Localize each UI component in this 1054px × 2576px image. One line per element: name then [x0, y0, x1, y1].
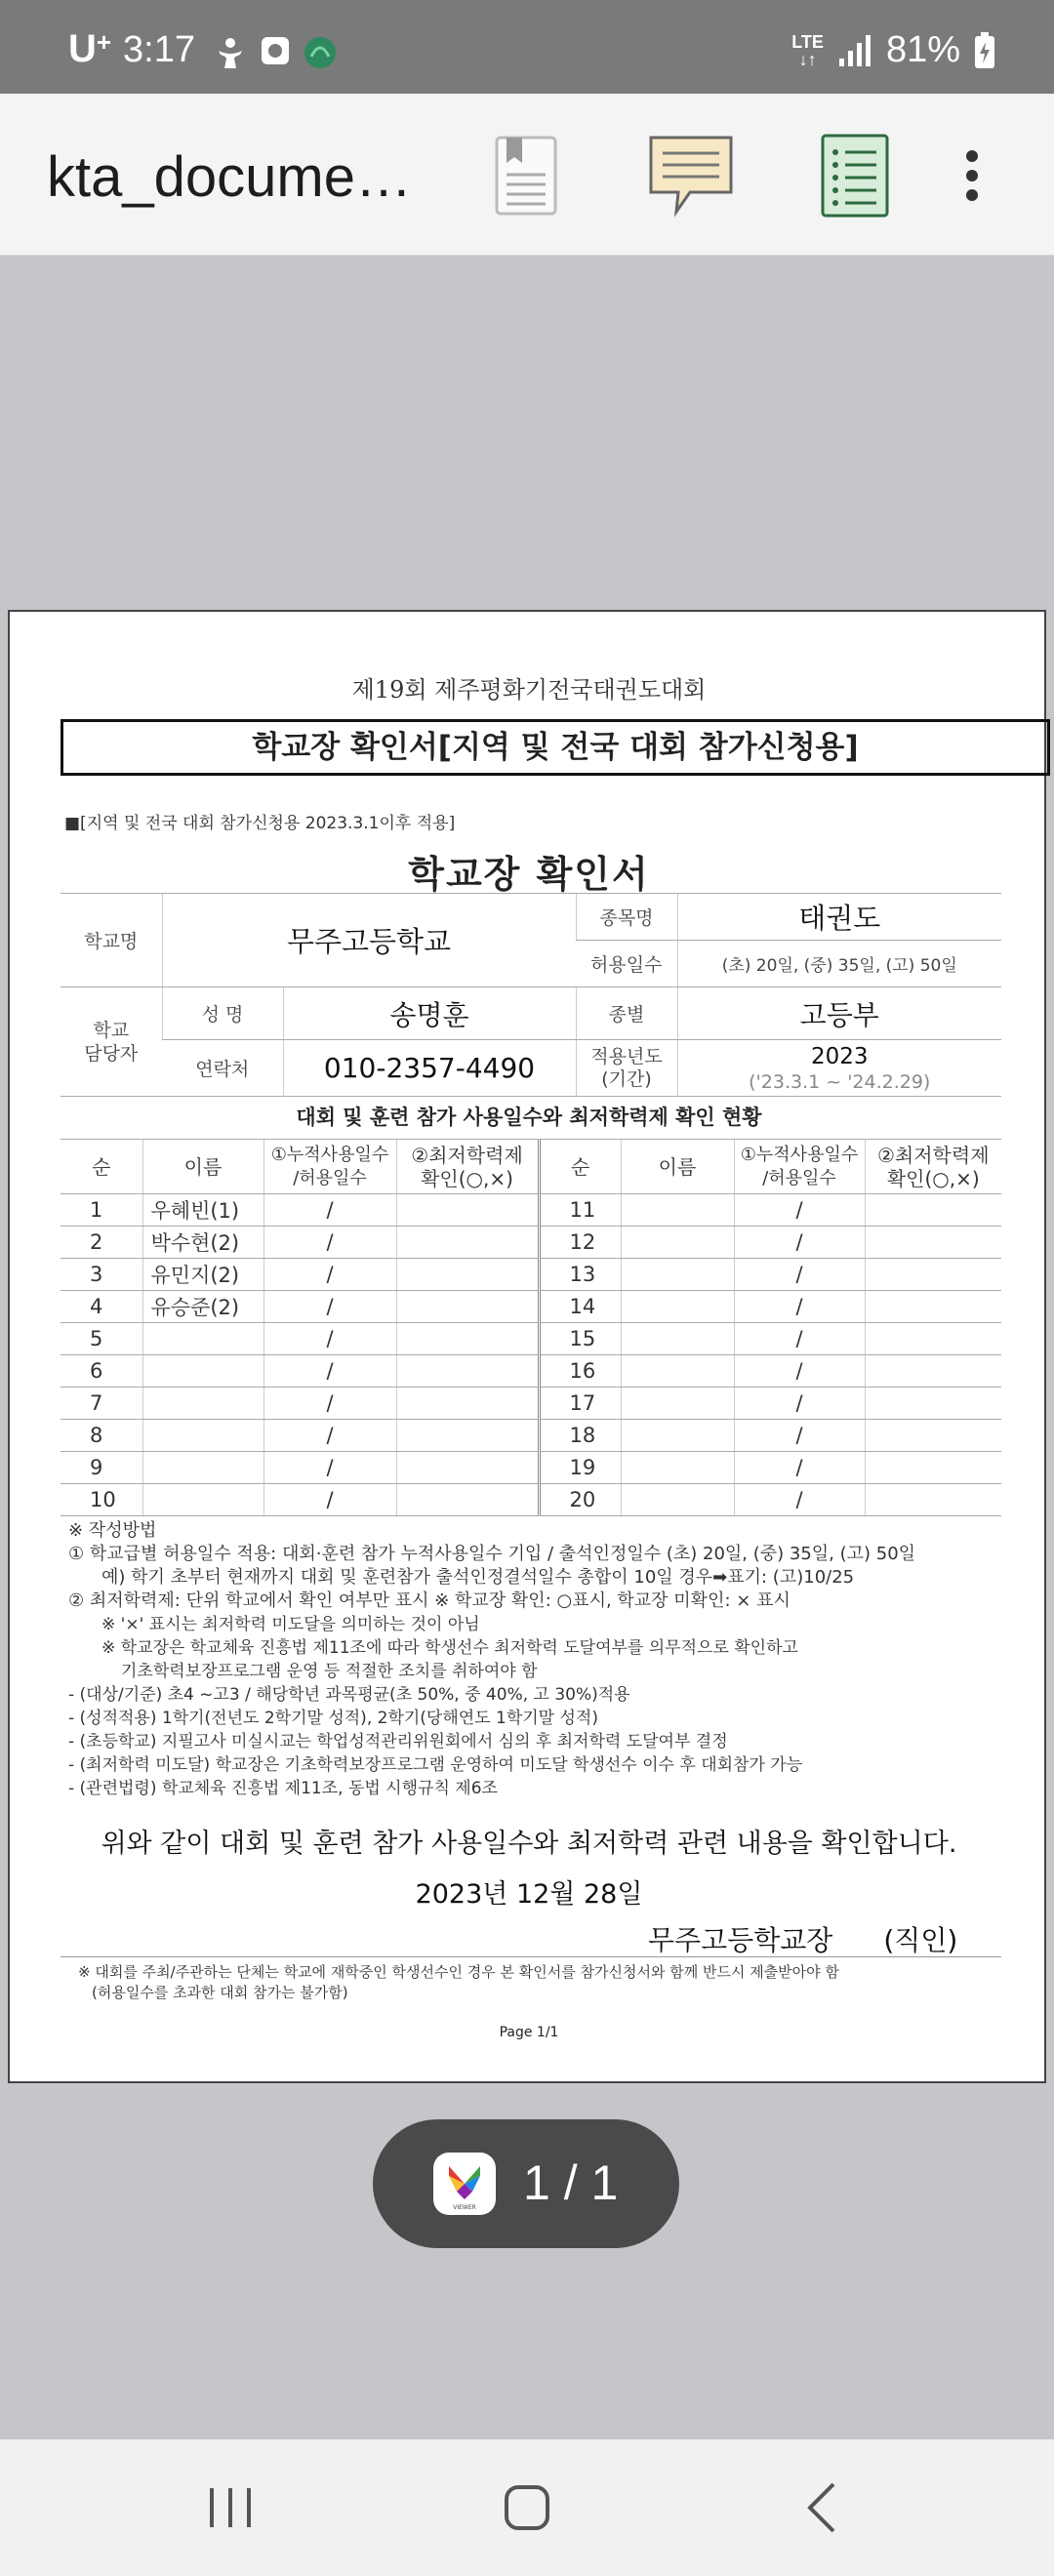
table-row — [61, 1452, 1001, 1484]
header-no: 순 — [539, 1140, 621, 1194]
note-line: - (초등학교) 지필고사 미실시교는 학업성적관리위원회에서 심의 후 최저학력 도달여부 결정 — [68, 1732, 728, 1751]
header-min-academic: ②최저학력제 확인(○,×) — [865, 1140, 1001, 1194]
roster-min-academic — [396, 1388, 539, 1420]
section-title: 대회 및 훈련 참가 사용일수와 최저학력제 확인 현황 — [296, 1106, 762, 1129]
note-line: 기초학력보장프로그램 운영 등 적절한 조치를 취하여야 함 — [121, 1662, 538, 1681]
roster-min-academic — [865, 1484, 1001, 1516]
allow-value: (초) 20일, (중) 35일, (고) 50일 — [677, 941, 1001, 987]
note-line: - (관련법령) 학교체육 진흥법 제11조, 동법 시행규칙 제6조 — [68, 1779, 498, 1798]
roster-days: / — [264, 1194, 396, 1227]
table-row — [61, 1323, 1001, 1355]
note-line: ※ '×' 표시는 최저학력 미도달을 의미하는 것이 아님 — [101, 1615, 480, 1634]
seal-mark: (직인) — [883, 1924, 958, 1956]
roster-min-academic — [865, 1259, 1001, 1291]
roster-no: 19 — [539, 1452, 621, 1484]
roster-name — [142, 1452, 264, 1484]
contest-name: 제19회 제주평화기전국태권도대회 — [351, 676, 707, 704]
app-bar — [0, 94, 1054, 256]
roster-days: / — [264, 1323, 396, 1355]
phone-label: 연락처 — [162, 1040, 283, 1097]
table-row — [61, 1355, 1001, 1388]
roster-days: / — [734, 1484, 865, 1516]
roster-min-academic — [396, 1259, 539, 1291]
roster-name: 유승준(2) — [142, 1291, 264, 1323]
roster-days: / — [264, 1355, 396, 1388]
media-app-icon — [260, 35, 291, 66]
roster-name — [621, 1420, 734, 1452]
roster-min-academic — [865, 1323, 1001, 1355]
table-row — [61, 1194, 1001, 1227]
footnote-line: ※ 대회를 주최/주관하는 단체는 학교에 재학중인 학생선수인 경우 본 확인서를 참가신청서와 함께 반드시 제출받아야 함 — [78, 1963, 839, 1981]
roster-name — [621, 1291, 734, 1323]
roster-no: 13 — [539, 1259, 621, 1291]
page-count: 1 / 1 — [523, 2155, 619, 2210]
phone-value: 010-2357-4490 — [283, 1040, 576, 1097]
roster-no: 17 — [539, 1388, 621, 1420]
roster-days: / — [734, 1291, 865, 1323]
footnote-line: (허용일수를 초과한 대회 참가는 불가함) — [92, 1984, 348, 2001]
svg-text:VIEWER: VIEWER — [453, 2204, 476, 2211]
header-days: ①누적사용일수 /허용일수 — [264, 1140, 396, 1194]
roster-days: / — [734, 1194, 865, 1227]
year-value: 2023 — [810, 1043, 869, 1069]
roster-name — [142, 1323, 264, 1355]
roster-name: 우혜빈(1) — [142, 1194, 264, 1227]
school-label: 학교명 — [61, 894, 162, 987]
roster-days: / — [734, 1388, 865, 1420]
home-button[interactable] — [488, 2478, 566, 2537]
roster-no: 2 — [61, 1227, 142, 1259]
outline-list-icon — [820, 133, 890, 219]
table-row — [61, 1259, 1001, 1291]
roster-days: / — [734, 1227, 865, 1259]
more-options-button[interactable] — [943, 131, 1001, 221]
header-name: 이름 — [142, 1140, 264, 1194]
home-icon — [503, 2483, 551, 2532]
roster-min-academic — [865, 1452, 1001, 1484]
clock: 3:17 — [123, 29, 195, 70]
page-indicator[interactable] — [373, 2119, 679, 2248]
roster-min-academic — [396, 1194, 539, 1227]
table-row — [61, 1291, 1001, 1323]
roster-name — [621, 1355, 734, 1388]
roster-days: / — [264, 1484, 396, 1516]
note-line: ① 학교급별 허용일수 적용: 대회·훈련 참가 누적사용일수 기입 / 출석인정일수 (초) 20일, (중) 35일, (고) 50일 — [68, 1544, 916, 1564]
table-row — [61, 1227, 1001, 1259]
form-title: 학교장 확인서 — [408, 853, 650, 896]
roster-name — [621, 1194, 734, 1227]
applied-note: ■[지역 및 전국 대회 참가신청용 2023.3.1이후 적용] — [64, 814, 456, 833]
page-number: Page 1/1 — [499, 2025, 559, 2040]
roster-name: 유민지(2) — [142, 1259, 264, 1291]
note-line: ② 최저학력제: 단위 학교에서 확인 여부만 표시 ※ 학교장 확인: ○표시, 학교장 미확인: × 표시 — [68, 1590, 790, 1611]
name-value: 송명훈 — [283, 987, 576, 1040]
battery-percent: 81% — [885, 29, 960, 70]
note-line: - (대상/기준) 초4 ~고3 / 해당학년 과목평균(초 50%, 중 40%, 고 30%)적용 — [68, 1685, 630, 1705]
header-days: ①누적사용일수 /허용일수 — [734, 1140, 865, 1194]
navigation-bar — [0, 2439, 1054, 2576]
roster-no: 12 — [539, 1227, 621, 1259]
app-badge-icon — [303, 35, 338, 70]
battery-charging-icon — [974, 32, 995, 69]
roster-no: 3 — [61, 1259, 142, 1291]
school-value: 무주고등학교 — [162, 894, 576, 987]
roster-name — [621, 1227, 734, 1259]
roster-min-academic — [396, 1291, 539, 1323]
recent-apps-icon — [206, 2484, 255, 2531]
roster-no: 4 — [61, 1291, 142, 1323]
instructions — [68, 1519, 1034, 1800]
roster-no: 9 — [61, 1452, 142, 1484]
note-line: 예) 학기 초부터 현재까지 대회 및 훈련참가 출석인정결석일수 총합이 10일 경우➡표기: (고)10/25 — [101, 1567, 855, 1588]
roster-name — [621, 1323, 734, 1355]
year-label: 적용년도 (기간) — [576, 1040, 677, 1097]
comment-button[interactable] — [646, 131, 736, 221]
roster-days: / — [264, 1420, 396, 1452]
roster-no: 10 — [61, 1484, 142, 1516]
table-row — [61, 1484, 1001, 1516]
division-label: 종별 — [576, 987, 677, 1040]
document-page[interactable] — [8, 610, 1046, 2083]
name-label: 성 명 — [162, 987, 283, 1040]
header-min-academic: ②최저학력제 확인(○,×) — [396, 1140, 539, 1194]
table-row — [61, 1420, 1001, 1452]
principal-signature — [648, 1919, 957, 1958]
roster-min-academic — [865, 1388, 1001, 1420]
roster-days: / — [264, 1259, 396, 1291]
year-period: ('23.3.1 ~ '24.2.29) — [749, 1070, 931, 1093]
roster-min-academic — [396, 1484, 539, 1516]
bookmark-page-icon — [493, 134, 561, 218]
more-vert-icon — [964, 148, 980, 203]
contact-person-label: 학교 담당자 — [61, 987, 162, 1097]
footnote — [78, 1962, 1015, 2003]
roster-no: 16 — [539, 1355, 621, 1388]
roster-min-academic — [865, 1227, 1001, 1259]
roster-min-academic — [396, 1323, 539, 1355]
note-line: ※ 학교장은 학교체육 진흥법 제11조에 따라 학생선수 최저학력 도달여부를 의무적으로 확인하고 — [101, 1638, 798, 1658]
note-line: ※ 작성방법 — [68, 1520, 157, 1541]
header-no: 순 — [61, 1140, 142, 1194]
roster-days: / — [264, 1388, 396, 1420]
roster-name: 박수현(2) — [142, 1227, 264, 1259]
roster-no: 20 — [539, 1484, 621, 1516]
roster-days: / — [734, 1452, 865, 1484]
roster-days: / — [734, 1355, 865, 1388]
back-icon — [802, 2480, 841, 2535]
roster-name — [621, 1259, 734, 1291]
notification-icons — [213, 35, 338, 74]
roster-min-academic — [396, 1452, 539, 1484]
roster-no: 14 — [539, 1291, 621, 1323]
roster-no: 15 — [539, 1323, 621, 1355]
event-label: 종목명 — [576, 894, 677, 941]
status-bar — [0, 0, 1054, 94]
principal-name: 무주고등학교장 — [648, 1924, 833, 1956]
note-line: - (최저학력 미도달) 학교장은 기초학력보장프로그램 운영하여 미도달 학생선수 이수 후 대회참가 가능 — [68, 1755, 803, 1775]
roster-min-academic — [396, 1355, 539, 1388]
event-value: 태권도 — [677, 894, 1001, 941]
roster-min-academic — [865, 1420, 1001, 1452]
accessibility-icon — [213, 35, 248, 70]
roster-no: 5 — [61, 1323, 142, 1355]
table-row — [61, 1388, 1001, 1420]
roster-min-academic — [865, 1291, 1001, 1323]
roster-days: / — [734, 1323, 865, 1355]
roster-no: 7 — [61, 1388, 142, 1420]
roster-min-academic — [865, 1355, 1001, 1388]
comment-icon — [647, 132, 735, 220]
roster-name — [621, 1484, 734, 1516]
roster-days: / — [734, 1420, 865, 1452]
roster-name — [621, 1388, 734, 1420]
roster-days: / — [734, 1259, 865, 1291]
allow-label: 허용일수 — [576, 941, 677, 987]
network-type: LTE ↓↑ — [791, 31, 824, 69]
roster-min-academic — [396, 1227, 539, 1259]
roster-no: 18 — [539, 1420, 621, 1452]
roster-min-academic — [396, 1420, 539, 1452]
signature-date: 2023년 12월 28일 — [415, 1879, 643, 1910]
divider — [61, 1956, 1001, 1957]
form-banner: 학교장 확인서[지역 및 전국 대회 참가신청용] — [61, 719, 1050, 776]
roster-name — [142, 1388, 264, 1420]
roster-days: / — [264, 1291, 396, 1323]
bookmark-page-button[interactable] — [482, 131, 572, 221]
roster-days: / — [264, 1227, 396, 1259]
confirmation-statement: 위와 같이 대회 및 훈련 참가 사용일수와 최저학력 관련 내용을 확인합니다. — [101, 1829, 957, 1859]
note-line: - (성적적용) 1학기(전년도 2학기말 성적), 2학기(당해연도 1학기말 성적) — [68, 1709, 598, 1728]
signal-icon — [837, 33, 872, 68]
roster-days: / — [264, 1452, 396, 1484]
roster-min-academic — [865, 1194, 1001, 1227]
roster-no: 11 — [539, 1194, 621, 1227]
roster-name — [621, 1452, 734, 1484]
header-name: 이름 — [621, 1140, 734, 1194]
document-title: kta_docume… — [47, 145, 412, 209]
roster-name — [142, 1355, 264, 1388]
roster-no: 6 — [61, 1355, 142, 1388]
carrier-label: U+ — [68, 27, 112, 70]
info-table — [61, 893, 1001, 1097]
roster-table — [61, 1139, 1001, 1516]
viewer-logo-icon — [433, 2153, 496, 2215]
year-cell — [677, 1040, 1001, 1097]
division-value: 고등부 — [677, 987, 1001, 1040]
roster-no: 8 — [61, 1420, 142, 1452]
outline-button[interactable] — [810, 131, 900, 221]
back-button[interactable] — [783, 2478, 861, 2537]
roster-no: 1 — [61, 1194, 142, 1227]
recent-apps-button[interactable] — [191, 2478, 269, 2537]
roster-name — [142, 1420, 264, 1452]
roster-name — [142, 1484, 264, 1516]
